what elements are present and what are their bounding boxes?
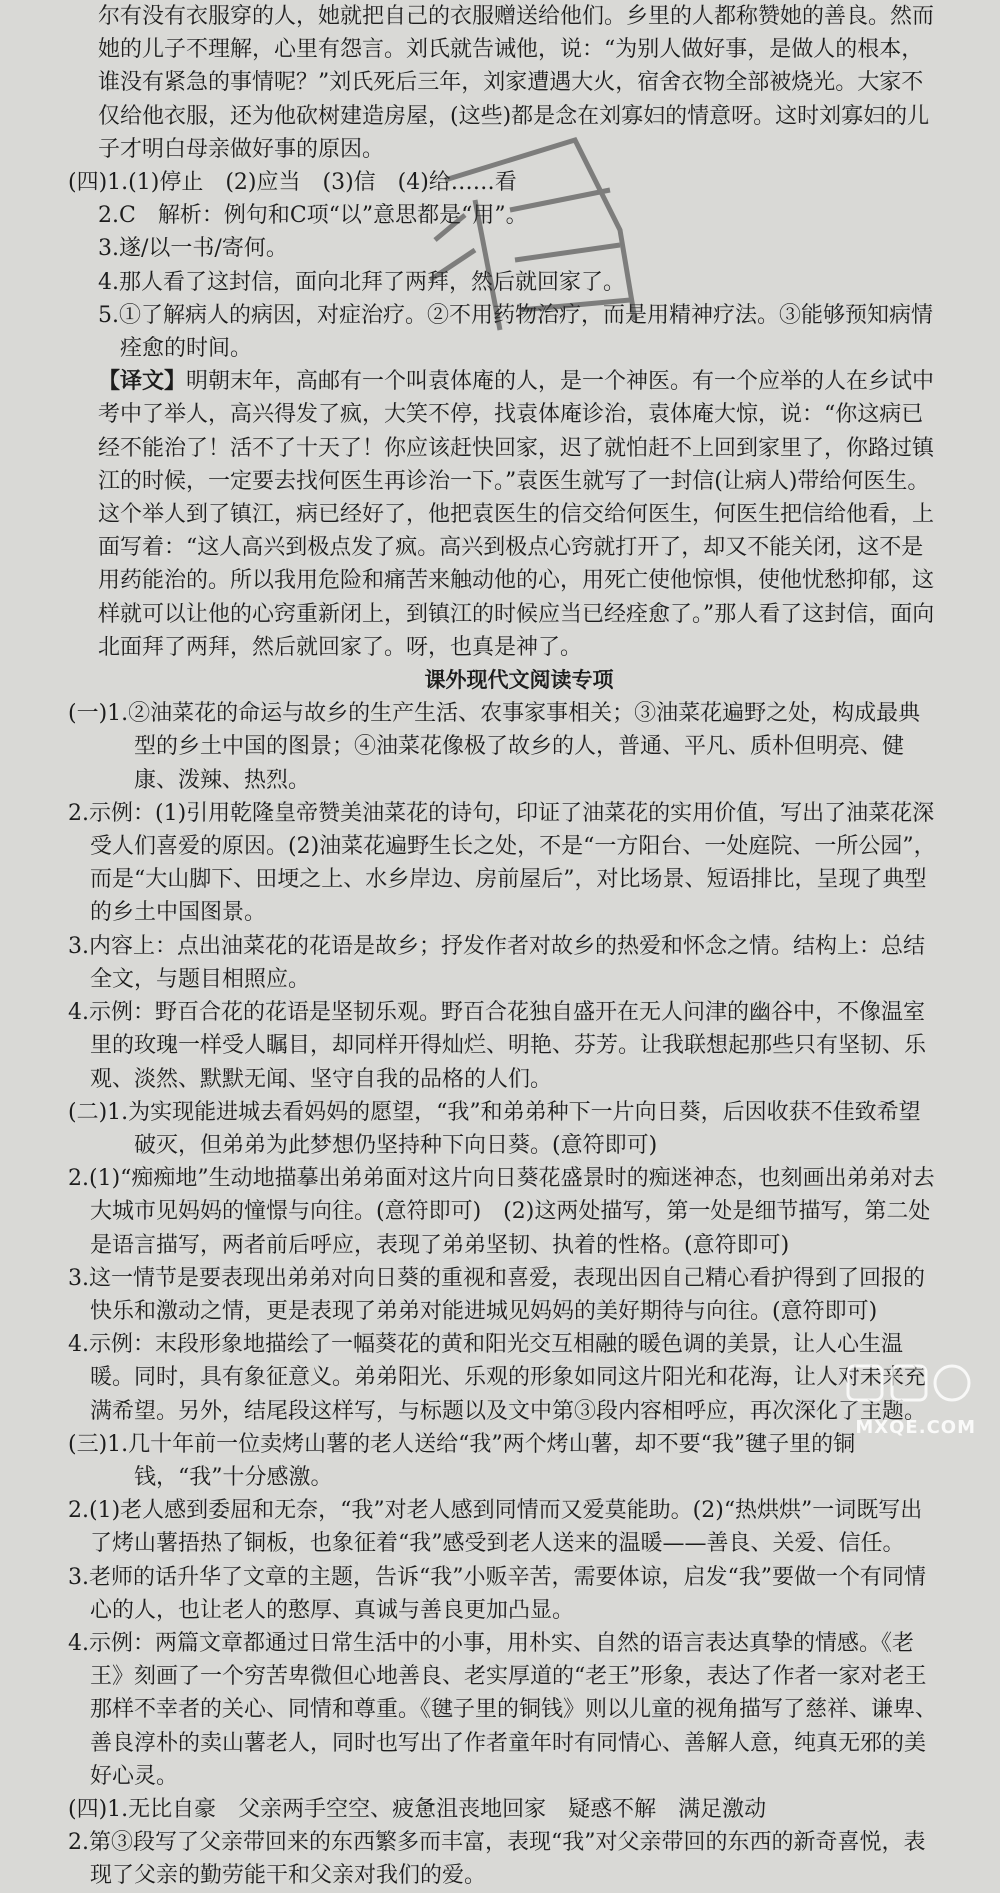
translation-tag: 【译文】 [98,368,187,395]
s1-answer-2: 2.示例：(1)引用乾隆皇帝赞美油菜花的诗句，印证了油菜花的实用价值，写出了油菜花深受人们喜爱的原因。(2)油菜花遍野生长之处，不是“一方阳台、一处庭院、一所公园”，而是“大山脚下、田埂之上、水乡岸边、房前屋后”，对比场景、短语排比，呈现了典型的乡土中国图景。 [68,800,936,926]
s4-answer-1: (四)1.无比自豪 父亲两手空空、疲惫沮丧地回家 疑惑不解 满足激动 [68,1796,767,1822]
s1-answer-3: 3.内容上：点出油菜花的花语是故乡；抒发作者对故乡的热爱和怀念之情。结构上：总结全文，与题目相照应。 [68,933,925,992]
s3-answer-3: 3.老师的话升华了文章的主题，告诉“我”小贩辛苦，需要体谅，启发“我”要做一个有同情心的人，也让老人的憨厚、真诚与善良更加凸显。 [68,1564,926,1623]
s3-answer-4: 4.示例：两篇文章都通过日常生活中的小事，用朴实、自然的语言表达真挚的情感。《老王》刻画了一个穷苦卑微但心地善良、老实厚道的“老王”形象，表达了作者一家对老王那样不幸者的关心、同情和尊重。《毽子里的铜钱》则以儿童的视角描写了慈祥、谦卑、善良淳朴的卖山薯老人，同时也写出了作者童年时有同情心、善解人意，纯真无邪的美好心灵。 [68,1630,938,1789]
s3-answer-1: (三)1.几十年前一位卖烤山薯的老人送给“我”两个烤山薯，却不要“我”毽子里的铜钱，“我”十分感激。 [68,1431,856,1490]
watermark-text: MXQE.COM [855,1417,976,1438]
q4-answer-1: (四)1.(1)停止 (2)应当 (3)信 (4)给……看 [68,170,517,196]
s4-answer-2: 2.第③段写了父亲带回来的东西繁多而丰富，表现“我”对父亲带回的东西的新奇喜悦，表现了父亲的勤劳能干和父亲对我们的爱。 [68,1830,926,1889]
section-title: 课外现代文阅读专项 [424,668,614,693]
q4-answer-3: 3.遂/以一书/寄何。 [98,236,288,262]
translation-text: 明朝末年，高邮有一个叫袁体庵的人，是一个神医。有一个应举的人在乡试中考中了举人，高兴得发了疯，大笑不停，找袁体庵诊治，袁体庵大惊，说：“你这病已经不能治了！活不了十天了！你应该赶快回家，迟了就怕赶不上回到家里了，你路过镇江的时候，一定要去找何医生再诊治一下。”袁医生就写了一封信(让病人)带给何医生。这个举人到了镇江，病已经好了，他把袁医生的信交给何医生，何医生把信给他看，上面写着：“这人高兴到极点发了疯。高兴到极点心窍就打开了，却又不能关闭，这不是用药能治的。所以我用危险和痛苦来触动他的心，用死亡使他惊惧，使他忧愁抑郁，这样就可以让他的心窍重新闭上，到镇江的时候应当已经痊愈了。”那人看了这封信，面向北面拜了两拜，然后就回家了。呀，也真是神了。 [98,369,935,660]
q4-answer-5: 5.①了解病人的病因，对症治疗。②不用药物治疗，而是用精神疗法。③能够预知病情痊愈的时间。 [98,302,933,362]
s2-answer-2: 2.(1)“痴痴地”生动地描摹出弟弟面对这片向日葵花盛景时的痴迷神态，也刻画出弟弟对去大城市见妈妈的憧憬与向往。(意符即可) (2)这两处描写，第一处是细节描写，第二处是语言描写，两者前后呼应，表现了弟弟坚韧、执着的性格。(意符即可) [68,1166,935,1258]
s3-answer-2: 2.(1)老人感到委屈和无奈，“我”对老人感到同情而又爱莫能助。(2)“热烘烘”一词既写出了烤山薯捂热了铜板，也象征着“我”感受到老人送来的温暖——善良、关爱、信任。 [68,1498,923,1557]
s2-answer-4: 4.示例：末段形象地描绘了一幅葵花的黄和阳光交互相融的暖色调的美景，让人心生温暖。同时，具有象征意义。弟弟阳光、乐观的形象如同这片阳光和花海，让人对未来充满希望。另外，结尾段这样写，与标题以及文中第③段内容相呼应，再次深化了主题。 [68,1332,927,1424]
translation-continued: 尔有没有衣服穿的人，她就把自己的衣服赠送给他们。乡里的人都称赞她的善良。然而她的儿子不理解，心里有怨言。刘氏就告诫他，说：“为别人做好事，是做人的根本，谁没有紧急的事情呢？”刘氏死后三年，刘家遭遇大火，宿舍衣物全部被烧光。大家不仅给他衣服，还为他砍树建造房屋，(这些)都是念在刘寡妇的情意呀。这时刘寡妇的儿子才明白母亲做好事的原因。 [98,4,935,162]
s2-answer-1: (二)1.为实现能进城去看妈妈的愿望，“我”和弟弟种下一片向日葵，后因收获不佳致希望破灭，但弟弟为此梦想仍坚持种下向日葵。(意符即可) [68,1099,921,1158]
s1-answer-1: (一)1.②油菜花的命运与故乡的生产生活、农事家事相关；③油菜花遍野之处，构成最典型的乡土中国的图景；④油菜花像极了故乡的人，普通、平凡、质朴但明亮、健康、泼辣、热烈。 [68,701,921,793]
s2-answer-3: 3.这一情节是要表现出弟弟对向日葵的重视和喜爱，表现出因自己精心看护得到了回报的快乐和激动之情，更是表现了弟弟对能进城见妈妈的美好期待与向往。(意符即可) [68,1265,925,1324]
q4-answer-4: 4.那人看了这封信，面向北拜了两拜，然后就回家了。 [98,269,625,295]
translation-block [98,365,940,664]
s1-answer-4: 4.示例：野百合花的花语是坚韧乐观。野百合花独自盛开在无人问津的幽谷中，不像温室里的玫瑰一样受人瞩目，却同样开得灿烂、明艳、芬芳。让我联想起那些只有坚韧、乐观、淡然、默默无闻、坚守自我的品格的人们。 [68,1000,927,1092]
q4-answer-2: 2.C 解析：例句和C项“以”意思都是“用”。 [98,203,528,229]
